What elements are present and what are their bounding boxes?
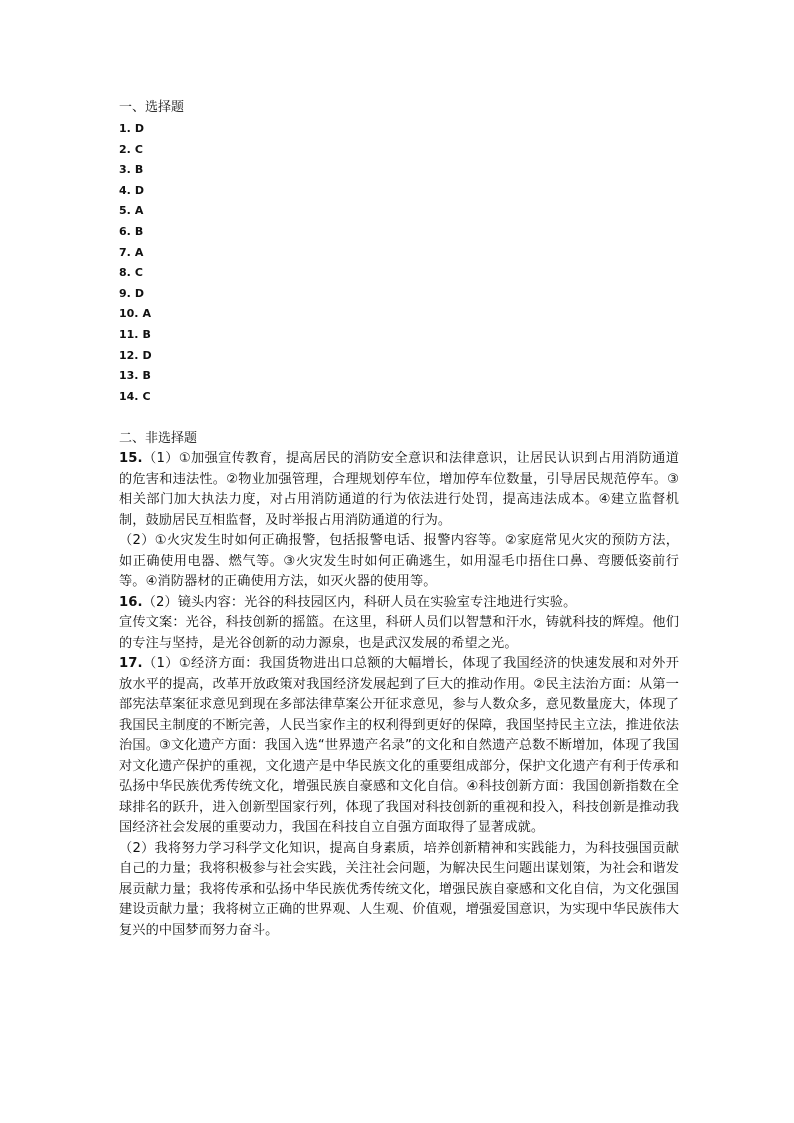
question-number: 14.	[119, 389, 139, 403]
answer-item	[119, 304, 679, 325]
answer-item	[119, 119, 679, 140]
multiple-choice-answers	[119, 119, 679, 407]
answer-item	[119, 243, 679, 264]
q16-line2: 宣传文案：光谷，科技创新的摇篮。在这里，科研人员们以智慧和汗水，铸就科技的辉煌。他们的专注与坚持，是光谷创新的动力源泉，也是武汉发展的希望之光。	[119, 615, 679, 651]
answer-letter: B	[142, 369, 151, 383]
answer-item	[119, 181, 679, 202]
answer-letter: B	[142, 327, 151, 341]
question-number: 12.	[119, 348, 139, 362]
section-title-multiple-choice: 一、选择题	[119, 100, 185, 115]
answer-letter: D	[134, 183, 144, 197]
question-number: 6.	[119, 224, 131, 238]
q17-part2: （2）我将努力学习科学文化知识，提高自身素质，培养创新精神和实践能力，为科技强国贡献自己的力量；我将积极参与社会实践，关注社会问题，为解决民生问题出谋划策，为社会和谐发展贡献力量；我将传承和弘扬中华民族优秀传统文化，增强民族自豪感和文化自信，为文化强国建设贡献力量；我将树立正确的世界观、人生观、价值观，增强爱国意识，为实现中华民族伟大复兴的中国梦而努力奋斗。	[119, 840, 679, 938]
answer-key	[119, 98, 679, 941]
answer-letter: C	[134, 266, 143, 280]
q15-part2: （2）①火灾发生时如何正确报警，包括报警电话、报警内容等。②家庭常见火灾的预防方法，如正确使用电器、燃气等。③火灾发生时如何正确逃生，如用湿毛巾捂住口鼻、弯腰低姿前行等。④消防器材的正确使用方法，如灭火器的使用等。	[119, 533, 679, 590]
answer-letter: B	[134, 224, 144, 238]
answer-letter: A	[134, 204, 144, 218]
question-number: 16.	[119, 594, 143, 610]
answer-item	[119, 160, 679, 181]
question-number: 15.	[119, 451, 143, 467]
answer-text: （1）①加强宣传教育，提高居民的消防安全意识和法律意识，让居民认识到占用消防通道的危害和违法性。②物业加强管理，合理规划停车位，增加停车位数量，引导居民规范停车。③相关部门加大执法力度，对占用消防通道的行为依法进行处罚，提高违法成本。④建立监督机制，鼓励居民互相监督，及时举报占用消防通道的行为。	[119, 451, 679, 528]
answer-letter: C	[142, 389, 151, 403]
answer-letter: D	[142, 348, 152, 362]
answer-item	[119, 263, 679, 284]
question-number: 10.	[119, 307, 139, 321]
q16-line1	[119, 593, 679, 614]
answer-item	[119, 222, 679, 243]
answer-item	[119, 366, 679, 387]
question-number: 9.	[119, 286, 131, 300]
answer-letter: A	[134, 245, 144, 259]
answer-letter: A	[142, 307, 152, 321]
question-number: 7.	[119, 245, 131, 259]
answer-letter: D	[134, 122, 144, 135]
question-number: 8.	[119, 266, 131, 280]
answer-text: （1）①经济方面：我国货物进出口总额的大幅增长，体现了我国经济的快速发展和对外开放水平的提高，改革开放政策对我国经济发展起到了巨大的推动作用。②民主法治方面：从第一部宪法草案征求意见到现在多部法律草案公开征求意见，参与人数众多，意见数量庞大，体现了我国民主制度的不断完善，人民当家作主的权利得到更好的保障，我国坚持民主立法，推进依法治国。③文化遗产方面：我国入选“世界遗产名录”的文化和自然遗产总数不断增加，体现了我国对文化遗产保护的重视，文化遗产是中华民族文化的重要组成部分，保护文化遗产有利于传承和弘扬中华民族优秀传统文化，增强民族自豪感和文化自信。④科技创新方面：我国创新指数在全球排名的跃升，进入创新型国家行列，体现了我国对科技创新的重视和投入，科技创新是推动我国经济社会发展的重要动力，我国在科技自立自强方面取得了显著成就。	[119, 656, 679, 836]
answer-item	[119, 140, 679, 161]
answer-text: （2）镜头内容：光谷的科技园区内，科研人员在实验室专注地进行实验。	[142, 594, 577, 610]
question-number: 11.	[119, 327, 139, 341]
answer-letter: D	[134, 286, 144, 300]
question-number: 3.	[119, 163, 131, 177]
question-number: 17.	[119, 656, 143, 672]
question-number: 1.	[119, 122, 131, 135]
section-spacer	[119, 407, 679, 429]
answer-item	[119, 201, 679, 222]
answer-item	[119, 387, 679, 408]
question-number: 2.	[119, 142, 131, 156]
question-number: 5.	[119, 204, 131, 218]
answer-item	[119, 284, 679, 305]
q17-part1	[119, 654, 679, 839]
question-number: 13.	[119, 369, 139, 383]
section-title-open-questions: 二、非选择题	[119, 431, 198, 447]
answer-letter: B	[134, 163, 144, 177]
answer-item	[119, 325, 679, 346]
q15-part1	[119, 449, 679, 531]
answer-item	[119, 346, 679, 367]
question-number: 4.	[119, 183, 131, 197]
answer-letter: C	[134, 142, 143, 156]
